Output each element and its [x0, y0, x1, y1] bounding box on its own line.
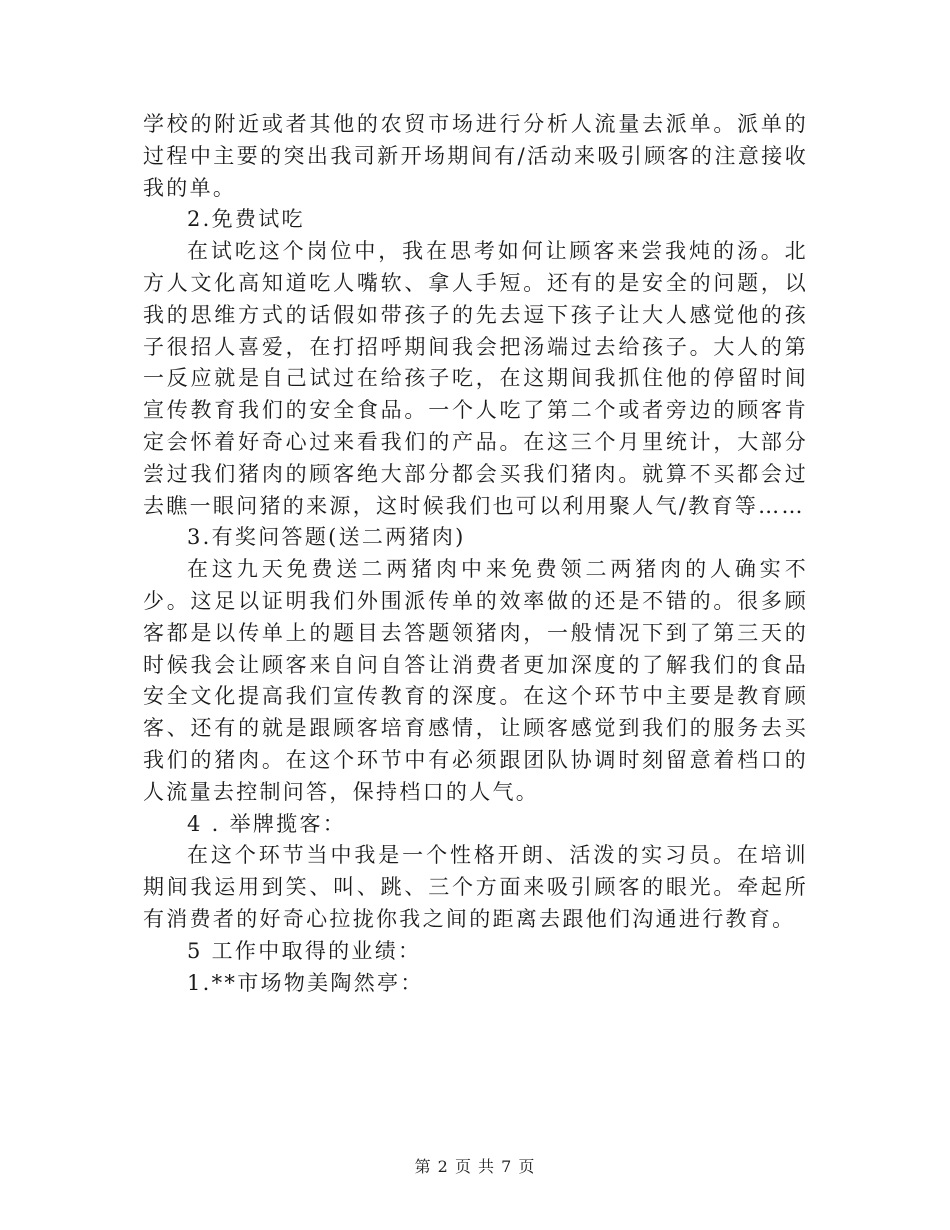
page-number-footer: 第 2 页 共 7 页 [414, 1157, 536, 1176]
section-heading-achievements: 5 工作中取得的业绩： [187, 938, 422, 963]
paragraph-sign-holding: 在这个环节当中我是一个性格开朗、活泼的实习员。在培训期间我运用到笑、叫、跳、三个方面来吸引顾客的眼光。牵起所有消费者的好奇心拉拢你我之间的距离去跟他们沟通进行教育。 [143, 843, 808, 931]
section-heading-free-tasting: 2.免费试吃 [187, 207, 305, 232]
document-body [143, 109, 808, 999]
section-heading-sign-holding: 4 . 举牌揽客： [187, 811, 347, 836]
paragraph-quiz: 在这九天免费送二两猪肉中来免费领二两猪肉的人确实不少。这足以证明我们外围派传单的效率做的还是不错的。很多顾客都是以传单上的题目去答题领猪肉，一般情况下到了第三天的时候我会让顾客来自问自答让消费者更加深度的了解我们的食品安全文化提高我们宣传教育的深度。在这个环节中主要是教育顾客、还有的就是跟顾客培育感情，让顾客感觉到我们的服务去买我们的猪肉。在这个环节中有必须跟团队协调时刻留意着档口的人流量去控制问答，保持档口的人气。 [143, 557, 808, 804]
section-heading-quiz: 3.有奖问答题(送二两猪肉) [187, 525, 466, 550]
paragraph-continuation: 学校的附近或者其他的农贸市场进行分析人流量去派单。派单的过程中主要的突出我司新开场期间有/活动来吸引顾客的注意接收我的单。 [143, 112, 808, 200]
section-heading-market: 1.**市场物美陶然亭： [187, 970, 424, 995]
paragraph-free-tasting: 在试吃这个岗位中，我在思考如何让顾客来尝我炖的汤。北方人文化高知道吃人嘴软、拿人手短。还有的是安全的问题，以我的思维方式的话假如带孩子的先去逗下孩子让大人感觉他的孩子很招人喜爱，在打招呼期间我会把汤端过去给孩子。大人的第一反应就是自己试过在给孩子吃，在这期间我抓住他的停留时间宣传教育我们的安全食品。一个人吃了第二个或者旁边的顾客肯定会怀着好奇心过来看我们的产品。在这三个月里统计，大部分尝过我们猪肉的顾客绝大部分都会买我们猪肉。就算不买都会过去瞧一眼问猪的来源，这时候我们也可以利用聚人气/教育等…… [143, 239, 808, 518]
